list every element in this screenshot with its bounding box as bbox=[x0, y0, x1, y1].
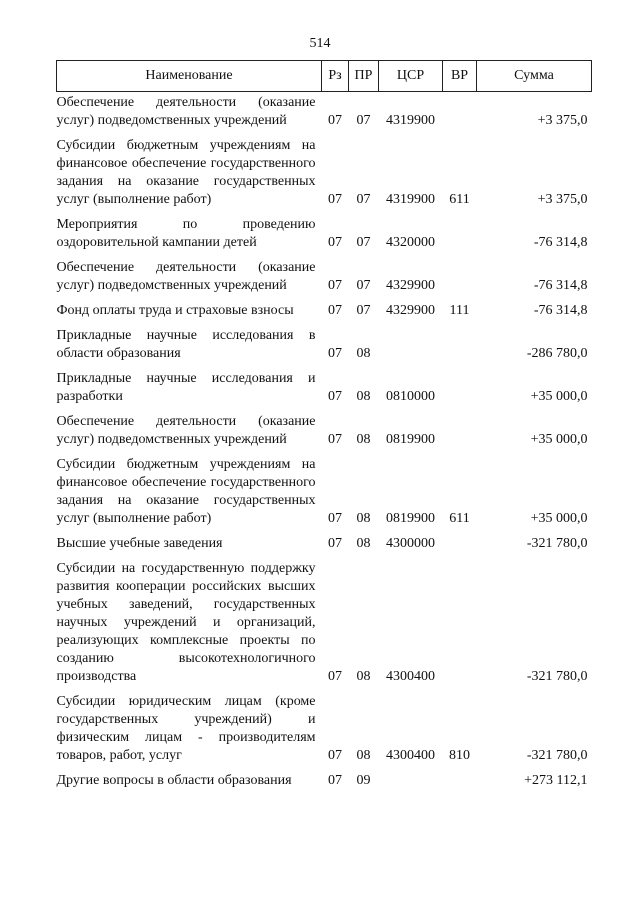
cell-name: Субсидии бюджетным учреждениям на финансовое обеспечение государственного задания на оказание государственных услуг (выполнение работ) bbox=[56, 138, 316, 207]
cell-sum: +3 375,0 bbox=[537, 113, 588, 128]
cell-name: Прикладные научные исследования в области образования bbox=[56, 328, 316, 361]
cell-rz: 07 bbox=[328, 748, 342, 763]
cell-pr: 07 bbox=[356, 192, 371, 207]
cell-rz: 07 bbox=[328, 235, 342, 250]
cell-rz: 07 bbox=[328, 113, 342, 128]
cell-csr: 4329900 bbox=[386, 303, 435, 318]
cell-name: Обеспечение деятельности (оказание услуг) подведомственных учреждений bbox=[56, 260, 316, 293]
cell-name: Мероприятия по проведению оздоровительной кампании детей bbox=[56, 217, 316, 250]
cell-rz: 07 bbox=[328, 773, 342, 788]
cell-name: Высшие учебные заведения bbox=[56, 536, 223, 551]
cell-sum: -76 314,8 bbox=[533, 235, 588, 250]
column-header-vr: ВР bbox=[443, 61, 477, 92]
cell-vr bbox=[443, 214, 477, 257]
cell-pr: 09 bbox=[356, 773, 371, 788]
cell-sum: +35 000,0 bbox=[530, 432, 588, 447]
column-header-pr: ПР bbox=[349, 61, 379, 92]
cell-sum: +35 000,0 bbox=[530, 511, 588, 526]
cell-vr: 111 bbox=[449, 303, 470, 318]
cell-csr: 4319900 bbox=[386, 113, 435, 128]
cell-vr: 810 bbox=[449, 748, 470, 763]
budget-table bbox=[56, 60, 592, 795]
table-row bbox=[57, 454, 592, 533]
cell-sum: -321 780,0 bbox=[526, 748, 588, 763]
cell-vr bbox=[443, 257, 477, 300]
table-row bbox=[57, 257, 592, 300]
cell-csr: 4329900 bbox=[386, 278, 435, 293]
cell-rz: 07 bbox=[328, 192, 342, 207]
cell-rz: 07 bbox=[328, 346, 342, 361]
cell-rz: 07 bbox=[328, 303, 342, 318]
cell-csr: 4300400 bbox=[386, 748, 435, 763]
cell-pr: 08 bbox=[356, 748, 371, 763]
table-row bbox=[57, 770, 592, 795]
table-body bbox=[57, 92, 592, 796]
cell-vr: 611 bbox=[449, 511, 470, 526]
cell-pr: 08 bbox=[356, 346, 371, 361]
cell-vr bbox=[443, 411, 477, 454]
cell-vr bbox=[443, 368, 477, 411]
page-number: 514 bbox=[309, 36, 331, 51]
cell-csr: 0810000 bbox=[386, 389, 435, 404]
cell-pr: 07 bbox=[356, 113, 371, 128]
cell-vr bbox=[443, 92, 477, 136]
cell-sum: +3 375,0 bbox=[537, 192, 588, 207]
column-header-rz: Рз bbox=[322, 61, 349, 92]
cell-csr: 0819900 bbox=[386, 511, 435, 526]
cell-vr bbox=[443, 558, 477, 691]
table-row bbox=[57, 368, 592, 411]
table-row bbox=[57, 214, 592, 257]
table-header bbox=[57, 61, 592, 92]
table-row bbox=[57, 300, 592, 325]
cell-pr: 07 bbox=[356, 303, 371, 318]
cell-csr bbox=[379, 325, 443, 368]
cell-rz: 07 bbox=[328, 536, 342, 551]
cell-pr: 08 bbox=[356, 536, 371, 551]
cell-sum: -321 780,0 bbox=[526, 536, 588, 551]
cell-pr: 08 bbox=[356, 432, 371, 447]
table-row bbox=[57, 691, 592, 770]
column-header-name: Наименование bbox=[57, 61, 322, 92]
cell-vr bbox=[443, 533, 477, 558]
cell-name: Фонд оплаты труда и страховые взносы bbox=[56, 303, 294, 318]
cell-csr: 4319900 bbox=[386, 192, 435, 207]
cell-name: Субсидии бюджетным учреждениям на финансовое обеспечение государственного задания на оказание государственных услуг (выполнение работ) bbox=[56, 457, 316, 526]
cell-csr: 4300000 bbox=[386, 536, 435, 551]
cell-name: Обеспечение деятельности (оказание услуг) подведомственных учреждений bbox=[56, 95, 316, 128]
cell-name: Субсидии на государственную поддержку развития кооперации российских высших учебных заведений, государственных научных учреждений и организаций, реализующих комплексные проекты по созданию высокотехнологичного производства bbox=[56, 561, 316, 684]
column-header-csr: ЦСР bbox=[379, 61, 443, 92]
cell-rz: 07 bbox=[328, 432, 342, 447]
cell-rz: 07 bbox=[328, 389, 342, 404]
cell-pr: 07 bbox=[356, 235, 371, 250]
cell-vr bbox=[443, 770, 477, 795]
cell-sum: +35 000,0 bbox=[530, 389, 588, 404]
table-row bbox=[57, 558, 592, 691]
cell-pr: 08 bbox=[356, 511, 371, 526]
cell-pr: 08 bbox=[356, 669, 371, 684]
cell-vr bbox=[443, 325, 477, 368]
table-row bbox=[57, 135, 592, 214]
cell-sum: -76 314,8 bbox=[533, 278, 588, 293]
cell-name: Субсидии юридическим лицам (кроме государственных учреждений) и физическим лицам - производителям товаров, работ, услуг bbox=[56, 694, 316, 763]
cell-name: Обеспечение деятельности (оказание услуг) подведомственных учреждений bbox=[56, 414, 316, 447]
cell-pr: 08 bbox=[356, 389, 371, 404]
cell-name: Прикладные научные исследования и разработки bbox=[56, 371, 316, 404]
cell-csr bbox=[379, 770, 443, 795]
cell-pr: 07 bbox=[356, 278, 371, 293]
cell-sum: -76 314,8 bbox=[533, 303, 588, 318]
cell-sum: -286 780,0 bbox=[526, 346, 588, 361]
cell-rz: 07 bbox=[328, 669, 342, 684]
cell-vr: 611 bbox=[449, 192, 470, 207]
cell-csr: 4320000 bbox=[386, 235, 435, 250]
cell-rz: 07 bbox=[328, 278, 342, 293]
cell-sum: -321 780,0 bbox=[526, 669, 588, 684]
table-row bbox=[57, 325, 592, 368]
cell-name: Другие вопросы в области образования bbox=[56, 773, 292, 788]
cell-csr: 4300400 bbox=[386, 669, 435, 684]
cell-rz: 07 bbox=[328, 511, 342, 526]
cell-csr: 0819900 bbox=[386, 432, 435, 447]
cell-sum: +273 112,1 bbox=[524, 773, 588, 788]
table-row bbox=[57, 533, 592, 558]
column-header-sum: Сумма bbox=[477, 61, 592, 92]
table-row bbox=[57, 411, 592, 454]
table-row bbox=[57, 92, 592, 136]
